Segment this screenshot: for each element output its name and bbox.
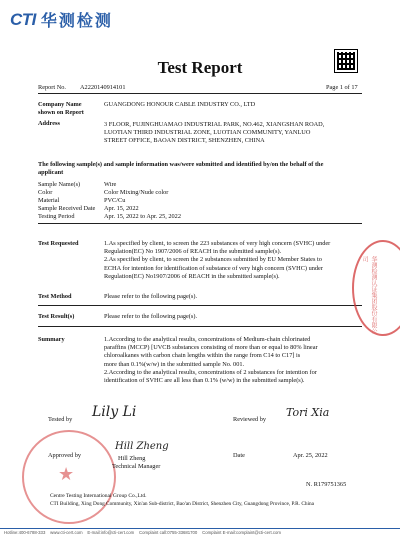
divider [38, 223, 362, 224]
company-name-value: GUANGDONG HONOUR CABLE INDUSTRY CO., LTD [104, 101, 256, 108]
summary-value [104, 336, 356, 385]
cti-logo [10, 8, 113, 31]
company-address: CTI Building, Xing Dong Community, Xin'an Sub-district, Bao'an District, Shenzhen City, Guangdong Province, P.R. China [50, 501, 314, 507]
color-value: Color Mixing/Nude color [104, 189, 169, 196]
report-no-label: Report No. [38, 84, 66, 91]
divider [38, 93, 362, 94]
sample-name-value: Wire [104, 181, 117, 188]
company-name-label: Company Name shown on Report [38, 101, 84, 117]
approved-by-label: Approved by [48, 452, 82, 459]
footer-contacts [4, 530, 281, 535]
test-method-label: Test Method [38, 293, 72, 300]
logo-chinese-text: 华测检测 [40, 11, 113, 30]
material-label: Material [38, 197, 60, 204]
summary-line: 2.According to the analytical results, concentrations of 2 substances for intention for [104, 368, 317, 376]
color-label: Color [38, 189, 53, 196]
summary-line: paraffins (MCCP) [UVCB substances consisting of more than or equal to 80% linear [104, 344, 318, 352]
divider [38, 326, 362, 327]
tester-signature: Lily Li [92, 404, 137, 420]
logo-cti-text: CTI [10, 9, 36, 29]
test-requested-line: ECHA for intention for identification of substance of very high concern (SVHC) under [104, 264, 323, 272]
received-date-value: Apr. 15, 2022 [104, 205, 139, 212]
date-label: Date [233, 452, 245, 459]
test-requested-line: 1.As specified by client, to screen the 223 substances of very high concern (SVHC) under [104, 240, 331, 247]
test-results-value: Please refer to the following page(s). [104, 313, 198, 320]
material-value: PVC/Cu [104, 197, 126, 204]
sample-intro-line: The following sample(s) and sample information was/were submitted and identified by/on the behalf of the [38, 161, 324, 168]
test-requested-line: Regulation(EC) No1907/2006 of REACH in the submitted sample(s). [104, 272, 280, 280]
complaint-call: Complaint call:0755-33681700 [139, 530, 198, 535]
test-requested-value [104, 240, 354, 281]
address-line: 3 FLOOR, FUJINGHUAMAO INDUSTRIAL PARK, NO.462, XIANGSHAN ROAD, [104, 121, 325, 128]
approver-title: Technical Manager [112, 463, 161, 470]
testing-seal-stamp [22, 430, 116, 524]
summary-label: Summary [38, 336, 65, 343]
reviewed-by-label: Reviewed by [233, 416, 267, 423]
sample-name-label: Sample Name(s) [38, 181, 81, 188]
page-number: Page 1 of 17 [326, 84, 358, 91]
address-label: Address [38, 120, 60, 127]
approver-name: Hill Zheng [118, 455, 146, 462]
date-value: Apr. 25, 2022 [293, 452, 328, 459]
footer-divider [0, 528, 400, 529]
test-requested-label: Test Requested [38, 240, 79, 247]
divider [38, 305, 362, 306]
test-requested-line: 2.As specified by client, to screen the 2 substances submitted by EU Member States to [104, 256, 322, 264]
received-date-label: Sample Received Date [38, 205, 96, 212]
website-link[interactable]: www.cti-cert.com [50, 530, 83, 535]
test-method-value: Please refer to the following page(s). [104, 293, 198, 300]
email-link[interactable]: E-mail:info@cti-cert.com [87, 530, 135, 535]
complaint-email-link[interactable]: Complaint E-mail:complaint@cti-cert.com [202, 530, 281, 535]
summary-line: 1.According to the analytical results, concentrations of Medium-chain chlorinated [104, 336, 311, 343]
sample-intro [38, 161, 364, 177]
company-seal-stamp: 华测检测认证集团股份有限公司 [352, 240, 400, 336]
company-footer: Centre Testing International Group Co.,Ltd. [50, 493, 147, 499]
hotline: Hotline:400-6788-333 [4, 530, 46, 535]
address-line: LUOTIAN THIRD INDUSTRIAL ZONE, LUOTIAN COMMUNITY, YANLUO [104, 129, 311, 137]
test-requested-line: Regulation(EC) No 1907/2006 of REACH in the submitted sample(s). [104, 248, 282, 256]
summary-line: more than 0.1%(w/w) in the submitted sample No. 001. [104, 360, 245, 368]
page-title: Test Report [157, 58, 243, 77]
tested-by-label: Tested by [48, 416, 73, 423]
testing-period-value: Apr. 15, 2022 to Apr. 25, 2022 [104, 213, 181, 220]
sample-intro-line: applicant [38, 169, 64, 177]
reviewer-signature: Tori Xia [286, 406, 330, 419]
document-number: N. R179751365 [306, 481, 347, 488]
address-line: STREET OFFICE, BAOAN DISTRICT, SHENZHEN, CHINA [104, 137, 265, 145]
approver-signature: Hill Zheng [115, 441, 169, 452]
summary-line: chloroalkanes with carbon chain lengths within the range from C14 to C17] is [104, 352, 301, 360]
testing-period-label: Testing Period [38, 213, 75, 220]
test-results-label: Test Result(s) [38, 313, 75, 320]
address-value [104, 121, 324, 146]
summary-line: identification of SVHC are all less than 0.1% (w/w) in the submitted sample(s). [104, 377, 305, 385]
report-no-value: A2220140914101 [80, 84, 126, 91]
